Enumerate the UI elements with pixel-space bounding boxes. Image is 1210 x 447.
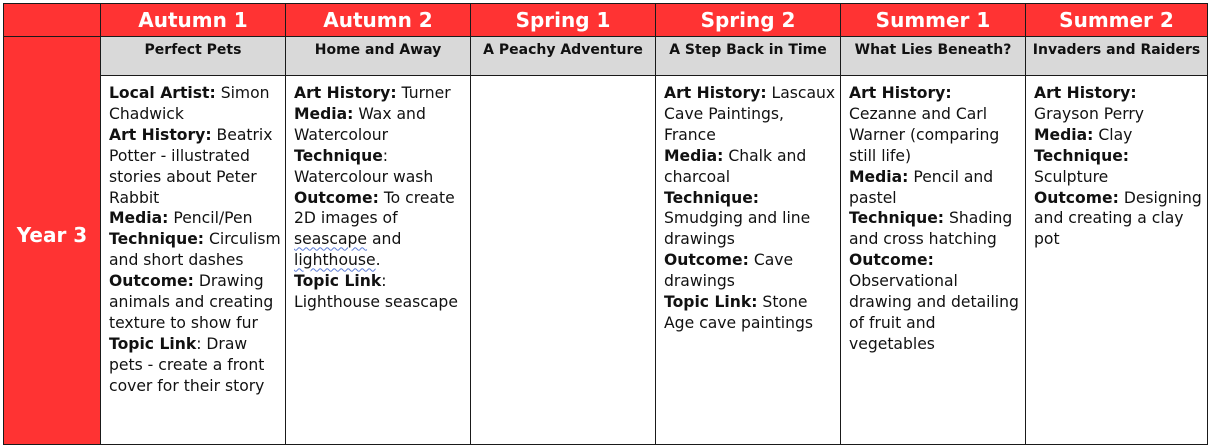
media-label: Media: [1034, 125, 1094, 144]
art-history-label: Art History: [849, 84, 952, 102]
art-history-label: Art History: [294, 84, 397, 102]
technique-value: Circulism and short dashes [109, 230, 281, 270]
technique-value: Shading and cross hatching [849, 209, 1013, 249]
media-value: Clay [1098, 125, 1133, 144]
content-summer-2 [1025, 75, 1208, 445]
content-autumn-1 [100, 75, 286, 445]
topic-summer-1: What Lies Beneath? [840, 36, 1026, 76]
technique-value: Smudging and line drawings [664, 209, 811, 249]
topic-link-value: Stone Age cave paintings [664, 293, 814, 332]
outcome-spellcheck-word: lighthouse [294, 251, 376, 270]
art-history-value: Beatrix Potter - illustrated stories about Peter Rabbit [109, 125, 273, 207]
outcome-value: To create 2D images of [294, 188, 455, 228]
local-artist-value: Simon Chadwick [109, 84, 270, 123]
media-value: Wax and Watercolour [294, 104, 426, 144]
art-history-label: Art History: [1034, 84, 1137, 102]
outcome-value-mid: and [372, 230, 402, 249]
outcome-spellcheck-word: seascape [294, 230, 368, 249]
media-label: Media: [664, 146, 724, 165]
outcome-label: Outcome: [294, 188, 379, 207]
topic-link-label: Topic Link [109, 334, 197, 353]
outcome-value: Designing and creating a clay pot [1034, 188, 1202, 249]
art-history-value: Grayson Perry [1034, 104, 1145, 123]
content-spring-1 [470, 75, 656, 445]
outcome-value: Observational drawing and detailing of fruit and vegetables [849, 272, 1019, 353]
curriculum-table [3, 3, 1208, 445]
term-header-autumn-1: Autumn 1 [100, 3, 286, 37]
outcome-value: Drawing animals and creating texture to show fur [109, 272, 274, 332]
outcome-label: Outcome: [664, 251, 749, 270]
outcome-value: Cave drawings [664, 251, 794, 291]
art-history-label: Art History: [109, 125, 212, 144]
topic-link-value: : Lighthouse seascape [294, 272, 458, 312]
topic-link-label: Topic Link: [664, 293, 758, 312]
outcome-label: Outcome: [109, 272, 194, 291]
technique-label: Technique: [664, 188, 760, 207]
technique-label: Technique [294, 146, 383, 165]
technique-label: Technique: [109, 230, 205, 249]
corner-cell [3, 3, 101, 37]
content-summer-1 [840, 75, 1026, 445]
outcome-label: Outcome: [1034, 188, 1119, 207]
media-value: Pencil and pastel [849, 167, 994, 207]
topic-summer-2: Invaders and Raiders [1025, 36, 1208, 76]
outcome-label: Outcome: [849, 251, 934, 270]
topic-spring-1: A Peachy Adventure [470, 36, 656, 76]
term-header-spring-2: Spring 2 [655, 3, 841, 37]
term-header-spring-1: Spring 1 [470, 3, 656, 37]
technique-value: Sculpture [1034, 167, 1109, 186]
art-history-value: Lascaux Cave Paintings, France [664, 84, 836, 144]
media-value: Pencil/Pen [173, 209, 253, 228]
technique-value: : Watercolour wash [294, 146, 434, 186]
topic-autumn-2: Home and Away [285, 36, 471, 76]
art-history-label: Art History: [664, 84, 767, 102]
outcome-value-end: . [375, 251, 381, 270]
media-value: Chalk and charcoal [664, 146, 807, 186]
media-label: Media: [849, 167, 909, 186]
topic-link-label: Topic Link [294, 272, 382, 291]
term-header-autumn-2: Autumn 2 [285, 3, 471, 37]
year-label: Year 3 [3, 36, 101, 445]
term-header-summer-1: Summer 1 [840, 3, 1026, 37]
topic-autumn-1: Perfect Pets [100, 36, 286, 76]
term-header-summer-2: Summer 2 [1025, 3, 1208, 37]
content-spring-2 [655, 75, 841, 445]
art-history-value: Turner [401, 84, 451, 102]
topic-spring-2: A Step Back in Time [655, 36, 841, 76]
topic-link-value: : Draw pets - create a front cover for their story [109, 334, 265, 395]
local-artist-label: Local Artist: [109, 84, 216, 102]
technique-label: Technique: [849, 209, 945, 228]
media-label: Media: [109, 209, 169, 228]
technique-label: Technique: [1034, 146, 1130, 165]
media-label: Media: [294, 104, 354, 123]
content-autumn-2 [285, 75, 471, 445]
art-history-value: Cezanne and Carl Warner (comparing still life) [849, 104, 1000, 165]
